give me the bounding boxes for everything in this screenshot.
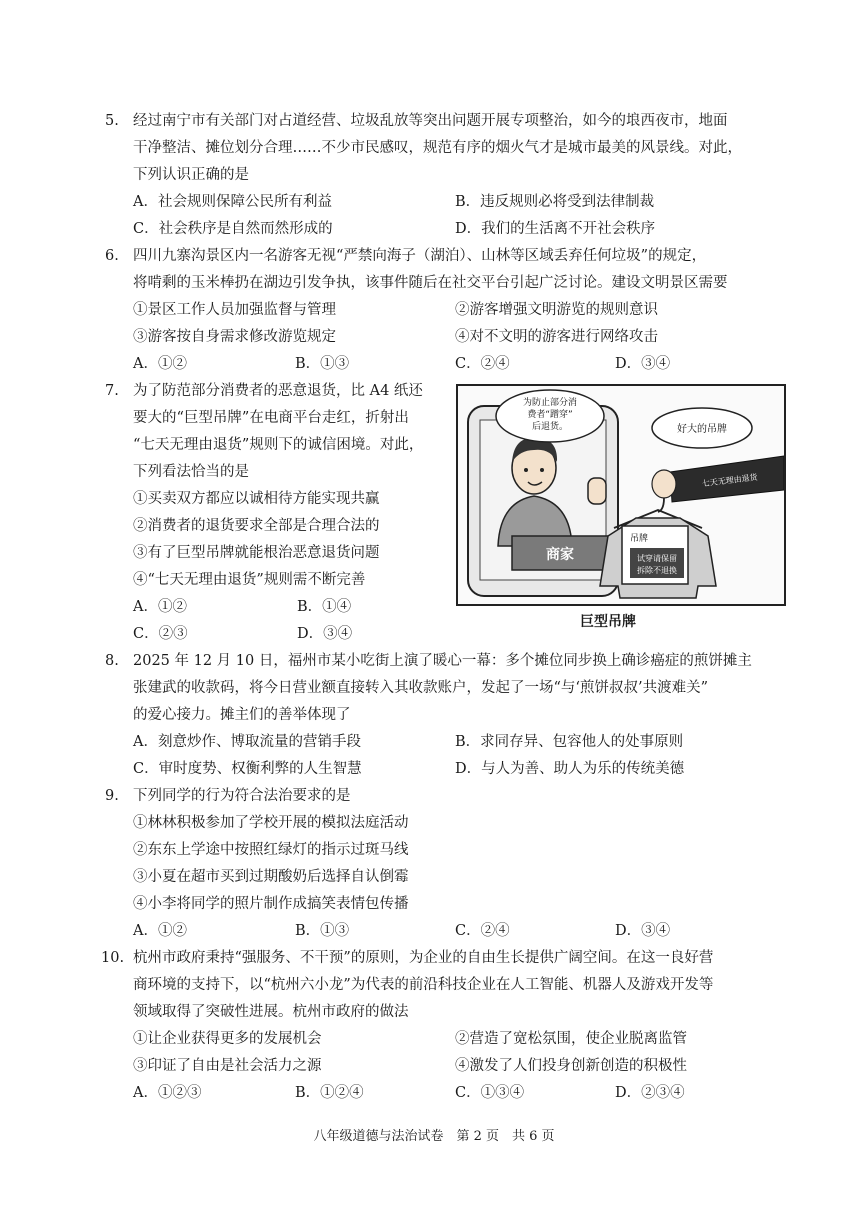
question-text-line: 的爱心接力。摊主们的善举体现了 <box>133 707 351 723</box>
statement-item: ②消费者的退货要求全部是合理合法的 <box>133 518 380 534</box>
question-text-line: 四川九寨沟景区内一名游客无视“严禁向海子（湖泊）、山林等区域丢弃任何垃圾”的规定， <box>133 248 707 264</box>
option-c: C．②④ <box>455 356 510 372</box>
question-number: 9. <box>105 788 119 804</box>
option-c: C．②④ <box>455 923 510 939</box>
question-text-line: 经过南宁市有关部门对占道经营、垃圾乱放等突出问题开展专项整治，如今的埌西夜市，地面 <box>133 113 728 129</box>
tag-title: 吊牌 <box>630 534 649 544</box>
question-text-line: “七天无理由退货”规则下的诚信困境。对此， <box>133 437 424 453</box>
question-number: 7. <box>105 383 119 399</box>
question-number: 8. <box>105 653 119 669</box>
option-a: A．社会规则保障公民所有利益 <box>133 194 332 210</box>
statement-item: ④对不文明的游客进行网络攻击 <box>455 329 658 345</box>
statement-item: ①景区工作人员加强监督与管理 <box>133 302 336 318</box>
question-number: 5. <box>105 113 119 129</box>
option-b: B．①④ <box>297 599 352 615</box>
statement-item: ③游客按自身需求修改游览规定 <box>133 329 336 345</box>
option-c: C．②③ <box>133 626 188 642</box>
question-number: 6. <box>105 248 119 264</box>
statement-item: ④“七天无理由退货”规则需不断完善 <box>133 572 366 588</box>
question-text-line: 2025 年 12 月 10 日，福州市某小吃街上演了暖心一幕：多个摊位同步换上确诊癌症的煎饼摊主 <box>133 653 752 669</box>
question-text-line: 商环境的支持下，以“杭州六小龙”为代表的前沿科技企业在人工智能、机器人及游戏开发等 <box>133 977 714 993</box>
question-number: 10. <box>101 950 125 966</box>
statement-item: ③印证了自由是社会活力之源 <box>133 1058 322 1074</box>
statement-item: ③有了巨型吊牌就能根治恶意退货问题 <box>133 545 380 561</box>
sleeve-text: 七天无理由退货 <box>701 472 759 489</box>
statement-item: ③小夏在超市买到过期酸奶后选择自认倒霉 <box>133 869 409 885</box>
figure-caption: 巨型吊牌 <box>580 614 636 630</box>
bubble-left-line: 为防止部分消 <box>522 398 578 408</box>
option-d: D．与人为善、助人为乐的传统美德 <box>455 761 685 777</box>
option-d: D．③④ <box>615 923 671 939</box>
option-a: A．①② <box>133 923 187 939</box>
bubble-left-line: 费者“蹭穿” <box>527 410 573 420</box>
bubble-right-text: 好大的吊牌 <box>677 424 727 435</box>
tag-line: 拆除不退换 <box>637 566 677 575</box>
question-text-line: 下列同学的行为符合法治要求的是 <box>133 788 351 804</box>
question-text-line: 杭州市政府秉持“强服务、不干预”的原则，为企业的自由生长提供广阔空间。在这一良好营 <box>133 950 714 966</box>
question-text-line: 要大的“巨型吊牌”在电商平台走红，折射出 <box>133 410 409 426</box>
statement-item: ④小李将同学的照片制作成搞笑表情包传播 <box>133 896 409 912</box>
option-a: A．①② <box>133 599 187 615</box>
question-text-line: 为了防范部分消费者的恶意退货，比 A4 纸还 <box>133 383 423 399</box>
option-d: D．我们的生活离不开社会秩序 <box>455 221 656 237</box>
question-text-line: 张建武的收款码，将今日营业额直接转入其收款账户，发起了一场“与‘煎饼叔叔’共渡难关” <box>133 680 709 696</box>
option-d: D．③④ <box>297 626 353 642</box>
option-b: B．求同存异、包容他人的处事原则 <box>455 734 684 750</box>
question-text-line: 领域取得了突破性进展。杭州市政府的做法 <box>133 1004 409 1020</box>
statement-item: ①买卖双方都应以诚相待方能实现共赢 <box>133 491 380 507</box>
option-c: C．①③④ <box>455 1085 525 1101</box>
option-b: B．①③ <box>295 923 350 939</box>
option-a: A．①② <box>133 356 187 372</box>
option-b: B．违反规则必将受到法律制裁 <box>455 194 655 210</box>
option-c: C．社会秩序是自然而然形成的 <box>133 221 333 237</box>
option-a: A．①②③ <box>133 1085 202 1101</box>
bubble-left-line: 后退货。 <box>531 422 569 432</box>
question-text-line: 干净整洁、摊位划分合理……不少市民感叹，规范有序的烟火气才是城市最美的风景线。对此， <box>133 140 742 156</box>
statement-item: ④激发了人们投身创新创造的积极性 <box>455 1058 687 1074</box>
merchant-label: 商家 <box>546 547 574 563</box>
question-text-line: 将啃剩的玉米棒扔在湖边引发争执，该事件随后在社交平台引起广泛讨论。建设文明景区需要 <box>133 275 728 291</box>
tag-line: 试穿请保留 <box>637 554 677 563</box>
statement-item: ①让企业获得更多的发展机会 <box>133 1031 322 1047</box>
raised-hand-icon <box>588 478 606 504</box>
page-footer: 八年级道德与法治试卷 第 2 页 共 6 页 <box>313 1129 555 1144</box>
question-text-line: 下列认识正确的是 <box>133 167 249 183</box>
statement-item: ②营造了宽松氛围，使企业脱离监管 <box>455 1031 687 1047</box>
option-b: B．①③ <box>295 356 350 372</box>
option-c: C．审时度势、权衡利弊的人生智慧 <box>133 761 362 777</box>
statement-item: ①林林积极参加了学校开展的模拟法庭活动 <box>133 815 409 831</box>
cartoon-illustration <box>456 384 786 606</box>
option-b: B．①②④ <box>295 1085 364 1101</box>
hand-icon <box>652 470 676 498</box>
statement-item: ②东东上学途中按照红绿灯的指示过斑马线 <box>133 842 409 858</box>
cartoon-drawing <box>458 386 784 604</box>
option-d: D．③④ <box>615 356 671 372</box>
option-a: A．刻意炒作、博取流量的营销手段 <box>133 734 361 750</box>
option-d: D．②③④ <box>615 1085 685 1101</box>
statement-item: ②游客增强文明游览的规则意识 <box>455 302 658 318</box>
question-text-line: 下列看法恰当的是 <box>133 464 249 480</box>
